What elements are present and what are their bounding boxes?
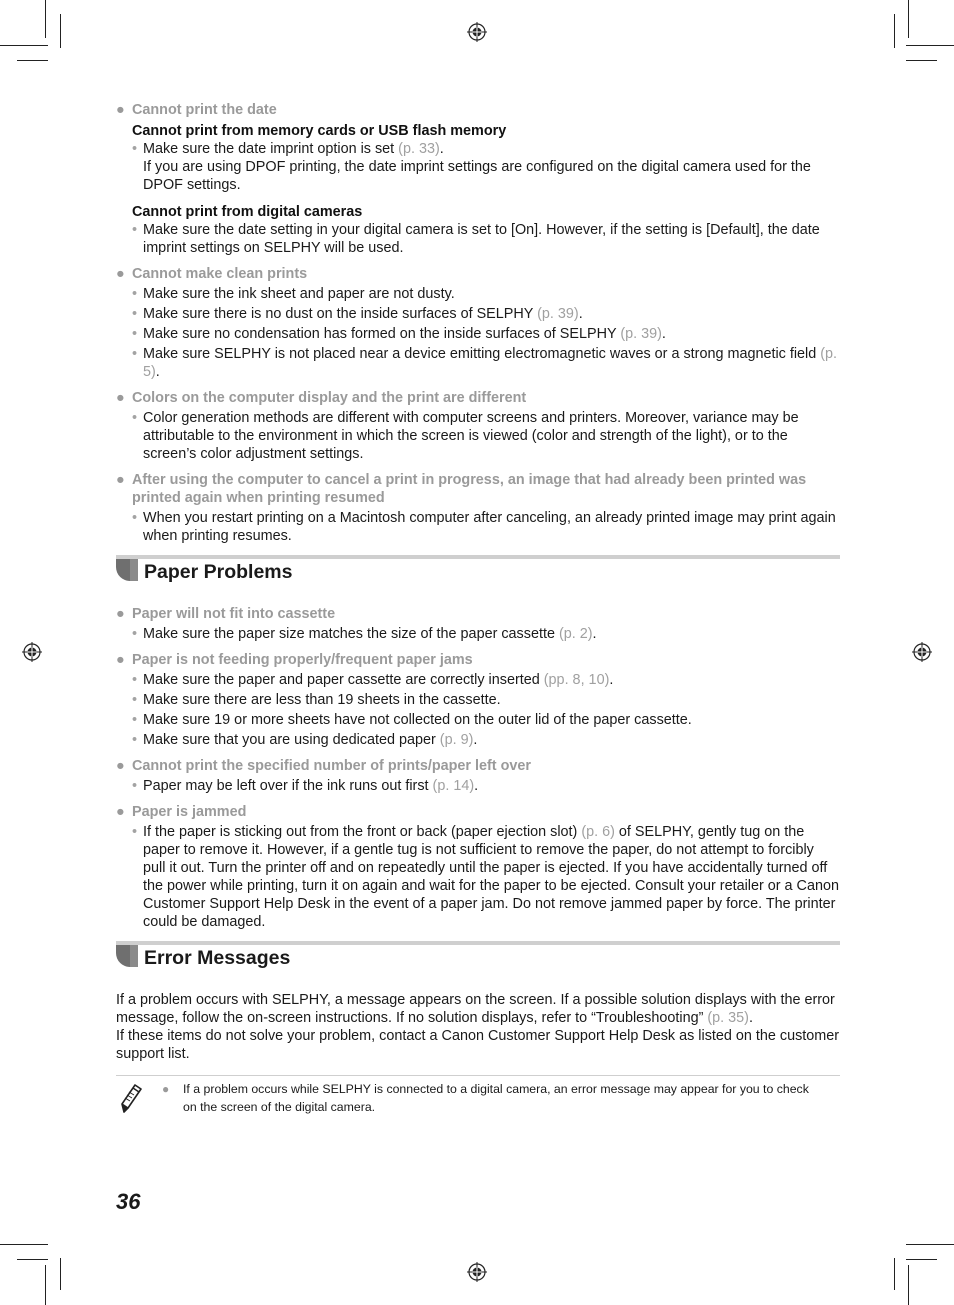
trouble-group bbox=[116, 803, 840, 931]
bullet-icon: • bbox=[132, 346, 138, 362]
question-heading: ● Paper will not fit into cassette bbox=[116, 606, 336, 622]
bullet-item: • Make sure the paper and paper cassette are correctly inserted (pp. 8, 10). bbox=[132, 672, 614, 688]
error-intro bbox=[116, 991, 840, 1063]
bullet-item: • Make sure the ink sheet and paper are not dusty. bbox=[132, 286, 455, 302]
bullet-icon: • bbox=[132, 626, 138, 642]
bullet-icon: • bbox=[132, 222, 138, 238]
page-reference-link[interactable]: (p. 9) bbox=[439, 732, 474, 748]
trouble-group bbox=[116, 389, 840, 463]
bullet-item: • Make sure no condensation has formed on the inside surfaces of SELPHY (p. 39). bbox=[132, 326, 666, 342]
page-reference-link[interactable]: (pp. 8, 10) bbox=[543, 672, 610, 688]
bullet-icon: • bbox=[132, 326, 138, 342]
section-title: Error Messages bbox=[144, 947, 291, 969]
bullet-item: • Make sure the paper size matches the size of the paper cassette (p. 2). bbox=[132, 626, 597, 642]
question-heading: ● Paper is jammed bbox=[116, 804, 247, 820]
question-heading: ● Cannot make clean prints bbox=[116, 266, 308, 282]
bullet-item: • Make sure the date imprint option is set (p. 33). bbox=[132, 141, 444, 157]
bullet-item: • Color generation methods are different with computer screens and printers. Moreover, variance may be attributable to the environment in which the screen is viewed (color and strength of the light), or to the screen’s color adjustment settings. bbox=[132, 410, 799, 462]
page-reference-link[interactable]: (p. 39) bbox=[537, 306, 579, 322]
trouble-group bbox=[116, 101, 840, 257]
question-heading: ● Paper is not feeding properly/frequent paper jams bbox=[116, 652, 473, 668]
bullet-icon: • bbox=[132, 778, 138, 794]
trouble-group bbox=[116, 605, 840, 643]
registration-mark-icon bbox=[912, 642, 932, 662]
bullet-icon: • bbox=[132, 306, 138, 322]
bullet-icon: • bbox=[132, 141, 138, 157]
bullet-dot-icon: ● bbox=[116, 390, 125, 406]
trouble-group bbox=[116, 757, 840, 795]
bullet-icon: • bbox=[132, 712, 138, 728]
bullet-icon: • bbox=[132, 672, 138, 688]
registration-mark-icon bbox=[467, 1262, 487, 1282]
page-content bbox=[116, 101, 840, 1126]
intro-paragraph: If a problem occurs with SELPHY, a message appears on the screen. If a possible solution displays with the error message, follow the on-screen instructions. If no solution displays, refer to “Troubleshooting” (p. 35). bbox=[116, 992, 835, 1026]
page-reference-link[interactable]: (p. 2) bbox=[558, 626, 593, 642]
section-heading-paper-problems bbox=[116, 555, 840, 593]
trouble-group bbox=[116, 651, 840, 749]
bullet-icon: • bbox=[132, 692, 138, 708]
question-heading: ● After using the computer to cancel a print in progress, an image that had already been printed was printed again when printing resumed bbox=[116, 472, 807, 506]
bullet-dot-icon: ● bbox=[162, 1082, 170, 1096]
bullet-dot-icon: ● bbox=[116, 758, 125, 774]
bullet-item: • Paper may be left over if the ink runs out first (p. 14). bbox=[132, 778, 479, 794]
bullet-icon: • bbox=[132, 732, 138, 748]
bullet-dot-icon: ● bbox=[116, 606, 125, 622]
bullet-icon: • bbox=[132, 510, 138, 526]
page-reference-link[interactable]: (p. 33) bbox=[398, 141, 440, 157]
sub-heading: Cannot print from digital cameras bbox=[132, 204, 363, 220]
section-heading-error-messages bbox=[116, 941, 840, 979]
question-heading: ● Colors on the computer display and the print are different bbox=[116, 390, 527, 406]
page-reference-link[interactable]: (p. 35) bbox=[707, 1010, 749, 1026]
bullet-dot-icon: ● bbox=[116, 266, 125, 282]
page-reference-link[interactable]: (p. 6) bbox=[581, 824, 615, 840]
page-reference-link[interactable]: (p. 39) bbox=[620, 326, 662, 342]
question-heading: ● Cannot print the specified number of prints/paper left over bbox=[116, 758, 531, 774]
trouble-group bbox=[116, 471, 840, 545]
bullet-item: • Make sure that you are using dedicated paper (p. 9). bbox=[132, 732, 478, 748]
intro-paragraph: If these items do not solve your problem, contact a Canon Customer Support Help Desk as listed on the customer support list. bbox=[116, 1028, 840, 1062]
bullet-item: • Make sure SELPHY is not placed near a device emitting electromagnetic waves or a strong magnetic field (p. 5). bbox=[132, 346, 838, 380]
bullet-dot-icon: ● bbox=[116, 102, 125, 118]
bullet-continuation: If you are using DPOF printing, the date imprint settings are configured on the digital camera used for the DPOF settings. bbox=[143, 159, 811, 193]
section-title: Paper Problems bbox=[144, 561, 293, 583]
pencil-note-icon bbox=[118, 1082, 144, 1114]
registration-mark-icon bbox=[467, 22, 487, 42]
bullet-icon: • bbox=[132, 410, 138, 426]
bullet-item: • Make sure there are less than 19 sheets in the cassette. bbox=[132, 692, 501, 708]
sub-heading: Cannot print from memory cards or USB flash memory bbox=[132, 123, 507, 139]
page-number: 36 bbox=[116, 1189, 141, 1214]
registration-mark-icon bbox=[22, 642, 42, 662]
heading-tab-icon bbox=[116, 559, 138, 581]
heading-tab-icon bbox=[116, 945, 138, 967]
page-reference-link[interactable]: (p. 5) bbox=[143, 346, 838, 380]
bullet-item: • Make sure 19 or more sheets have not collected on the outer lid of the paper cassette. bbox=[132, 712, 692, 728]
bullet-icon: • bbox=[132, 824, 138, 840]
note-text: If a problem occurs while SELPHY is connected to a digital camera, an error message may appear for you to check on the screen of the digital camera. bbox=[183, 1082, 809, 1114]
bullet-dot-icon: ● bbox=[116, 652, 125, 668]
question-text: Cannot print the date bbox=[132, 102, 277, 118]
bullet-item: • When you restart printing on a Macintosh computer after canceling, an already printed image may print again when printing resumes. bbox=[132, 510, 836, 544]
trouble-group bbox=[116, 265, 840, 381]
bullet-item: • Make sure there is no dust on the inside surfaces of SELPHY (p. 39). bbox=[132, 306, 583, 322]
page-reference-link[interactable]: (p. 14) bbox=[432, 778, 475, 794]
question-heading bbox=[116, 101, 840, 119]
bullet-item: • If the paper is sticking out from the front or back (paper ejection slot) (p. 6) of SELPHY, gently tug on the paper to remove it. However, if a gentle tug is not sufficient to remove the paper, do not attempt to forcibly pull it out. Turn the printer off and on repeatedly until the paper is ejected. If you have accidentally turned off the power while printing, turn it on again and wait for the paper to be ejected. Consult your retailer or a Canon Customer Support Help Desk in the event of a paper jam. Do not remove jammed paper by force. The printer could be damaged. bbox=[132, 824, 839, 930]
bullet-dot-icon: ● bbox=[116, 472, 125, 488]
note-box bbox=[116, 1075, 840, 1126]
bullet-item: • Make sure the date setting in your digital camera is set to [On]. However, if the setting is [Default], the date imprint settings on SELPHY will be used. bbox=[132, 222, 820, 256]
bullet-icon: • bbox=[132, 286, 138, 302]
bullet-dot-icon: ● bbox=[116, 804, 125, 820]
